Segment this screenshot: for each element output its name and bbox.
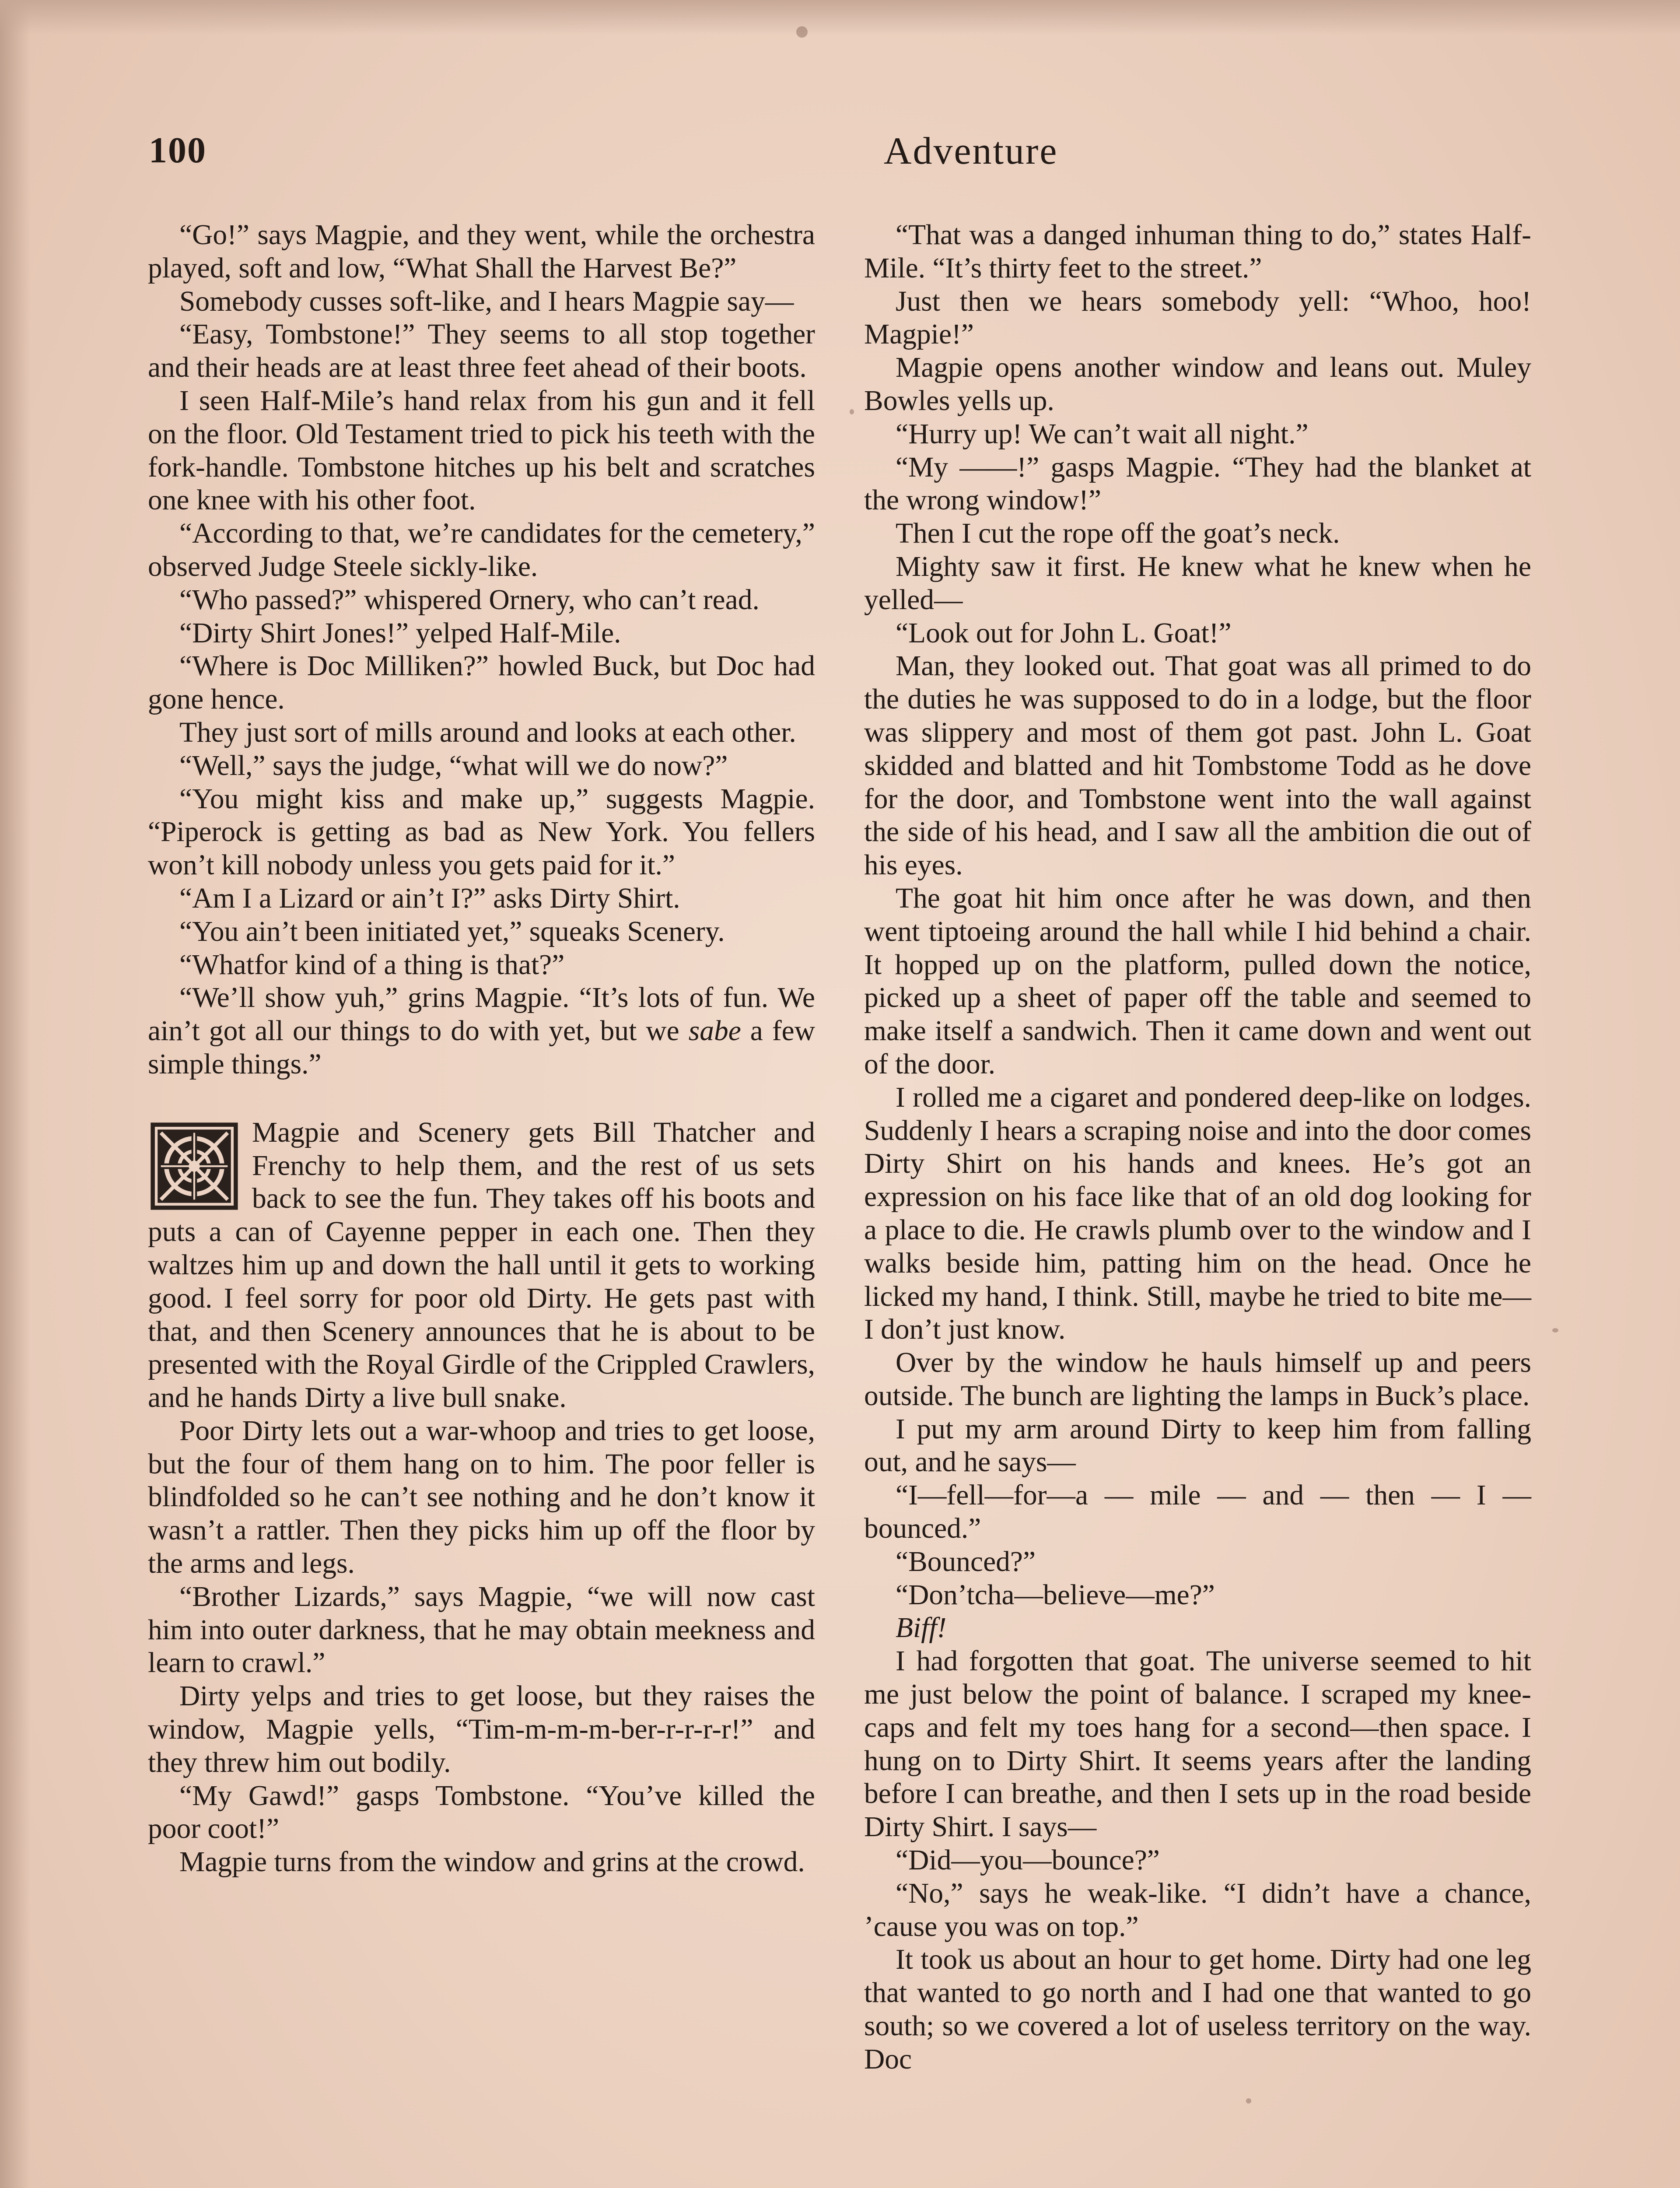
paragraph: “Easy, Tombstone!” They seems to all stop together and their heads are at least three feet ahead of their boots. xyxy=(148,319,815,384)
paragraph: I put my arm around Dirty to keep him from falling out, and he says— xyxy=(864,1413,1531,1478)
page-edge-shadow xyxy=(0,0,31,2188)
paragraph: Magpie opens another window and leans out. Muley Bowles yells up. xyxy=(864,352,1531,417)
paragraph: “I—fell—for—a — mile — and — then — I — bounced.” xyxy=(864,1480,1531,1545)
paragraph: Poor Dirty lets out a war-whoop and tries to get loose, but the four of them hang on to him. The poor feller is blindfolded so he can’t see nothing and he don’t know it wasn’t a rattler. Then they picks him up off the floor by the arms and legs. xyxy=(148,1415,815,1580)
paragraph: The goat hit him once after he was down, and then went tiptoeing around the hall while I hid behind a chair. It hopped up on the platform, pulled down the notice, picked up a sheet of paper off the table and seemed to make itself a sandwich. Then it came down and went out of the door. xyxy=(864,882,1531,1080)
paragraph: Just then we hears somebody yell: “Whoo, hoo! Magpie!” xyxy=(864,285,1531,351)
paper-speck xyxy=(1552,1328,1558,1332)
paragraph: “Go!” says Magpie, and they went, while the orchestra played, soft and low, “What Shall the Harvest Be?” xyxy=(148,219,815,284)
paragraph: I rolled me a cigaret and pondered deep-like on lodges. Suddenly I hears a scraping noise and into the door comes Dirty Shirt on his hands and knees. He’s got an expression on his face like that of an old dog looking for a place to die. He crawls plumb over to the window and I walks beside him, patting him on the head. Once he licked my hand, I think. Still, maybe he tried to bite me—I don’t just know. xyxy=(864,1081,1531,1346)
paragraph: “Did—you—bounce?” xyxy=(896,1844,1160,1876)
paragraph: Magpie turns from the window and grins at the crowd. xyxy=(179,1846,805,1878)
paragraph: They just sort of mills around and looks at each other. xyxy=(179,716,796,748)
section-text: Magpie and Scenery gets Bill Thatcher and Frenchy to help them, and the rest of us sets back to see the fun. They takes off his boots and puts a can of Cayenne pepper in each one. Then they waltzes him up and down the hall until it gets to working good. I feel sorry for poor old Dirty. He gets past with that, and then Scenery announces that he is about to be presented with the Royal Girdle of the Crippled Crawlers, and he hands Dirty a live bull snake. xyxy=(148,1116,815,1414)
paragraph: “You might kiss and make up,” suggests Magpie. “Piperock is getting as bad as New York. You fellers won’t kill nobody unless you gets paid for it.” xyxy=(148,783,815,881)
paragraph: “My ——!” gasps Magpie. “They had the blanket at the wrong window!” xyxy=(864,451,1531,516)
paragraph: “Whatfor kind of a thing is that?” xyxy=(179,949,565,981)
running-head: Adventure xyxy=(884,130,1058,172)
paper-speck xyxy=(1246,2098,1251,2104)
paragraph: “You ain’t been initiated yet,” squeaks Scenery. xyxy=(179,915,725,947)
paragraph: Somebody cusses soft-like, and I hears Magpie say— xyxy=(179,285,794,317)
paragraph: “Look out for John L. Goat!” xyxy=(896,617,1232,649)
paragraph xyxy=(148,982,815,1081)
paper-speck xyxy=(796,26,808,38)
section-opening-paragraph xyxy=(148,1116,815,1415)
paragraph: “Bounced?” xyxy=(896,1546,1036,1578)
page-number: 100 xyxy=(149,130,206,171)
paragraph: “No,” says he weak-like. “I didn’t have a chance, ’cause you was on top.” xyxy=(864,1877,1531,1943)
right-column xyxy=(864,219,1531,2076)
paragraph: “Where is Doc Milliken?” howled Buck, but Doc had gone hence. xyxy=(148,650,815,715)
paragraph: “Who passed?” whispered Ornery, who can’t read. xyxy=(179,584,760,616)
paragraph: “According to that, we’re candidates for the cemetery,” observed Judge Steele sickly-like. xyxy=(148,518,815,582)
text-run: “We’ll show yuh,” grins Magpie. “It’s lots of fun. We ain’t got all our things to do with yet, but we xyxy=(148,982,815,1047)
paragraph: “Am I a Lizard or ain’t I?” asks Dirty Shirt. xyxy=(179,882,680,914)
paragraph: “Brother Lizards,” says Magpie, “we will now cast him into outer darkness, that he may obtain meekness and learn to crawl.” xyxy=(148,1581,815,1679)
page-header xyxy=(149,125,1540,186)
paragraph: Man, they looked out. That goat was all primed to do the duties he was supposed to do in a lodge, but the floor was slippery and most of them got past. John L. Goat skidded and blatted and hit Tombstome Todd as he dove for the door, and Tombstone went into the wall against the side of his head, and I saw all the ambition die out of his eyes. xyxy=(864,650,1531,881)
paragraph: “Hurry up! We can’t wait all night.” xyxy=(896,418,1309,450)
paragraph: Then I cut the rope off the goat’s neck. xyxy=(896,518,1340,550)
paragraph: “Dirty Shirt Jones!” yelped Half-Mile. xyxy=(179,617,621,649)
paragraph: “Don’tcha—believe—me?” xyxy=(896,1579,1215,1611)
paragraph: I had forgotten that goat. The universe seemed to hit me just below the point of balance. I scraped my knee-caps and felt my toes hang for a second—then space. I hung on to Dirty Shirt. It seems years after the landing before I can breathe, and then I sets up in the road beside Dirty Shirt. I says— xyxy=(864,1645,1531,1843)
text-run: a few simple things.” xyxy=(148,1015,815,1080)
paper-speck xyxy=(850,409,854,414)
left-column xyxy=(148,219,815,1879)
paragraph: Biff! xyxy=(896,1612,947,1644)
celtic-knot-ornament-icon xyxy=(148,1120,241,1213)
paragraph: “My Gawd!” gasps Tombstone. “You’ve killed the poor coot!” xyxy=(148,1780,815,1845)
paragraph: “That was a danged inhuman thing to do,” states Half-Mile. “It’s thirty feet to the street.” xyxy=(864,219,1531,284)
page-top-shadow xyxy=(0,0,1680,35)
paragraph: “Well,” says the judge, “what will we do now?” xyxy=(179,750,728,782)
paragraph: Mighty saw it first. He knew what he knew when he yelled— xyxy=(864,551,1531,616)
paragraph: Over by the window he hauls himself up and peers outside. The bunch are lighting the lamps in Buck’s place. xyxy=(864,1347,1531,1412)
paragraph: It took us about an hour to get home. Dirty had one leg that wanted to go north and I had one that wanted to go south; so we covered a lot of useless territory on the way. Doc xyxy=(864,1944,1531,2075)
paragraph: I seen Half-Mile’s hand relax from his gun and it fell on the floor. Old Testament tried to pick his teeth with the fork-handle. Tombstone hitches up his belt and scratches one knee with his other foot. xyxy=(148,385,815,516)
italic-word: sabe xyxy=(688,1015,741,1047)
paragraph: Dirty yelps and tries to get loose, but they raises the window, Magpie yells, “Tim-m-m-m-ber-r-r-r-r!” and they threw him out bodily. xyxy=(148,1680,815,1778)
